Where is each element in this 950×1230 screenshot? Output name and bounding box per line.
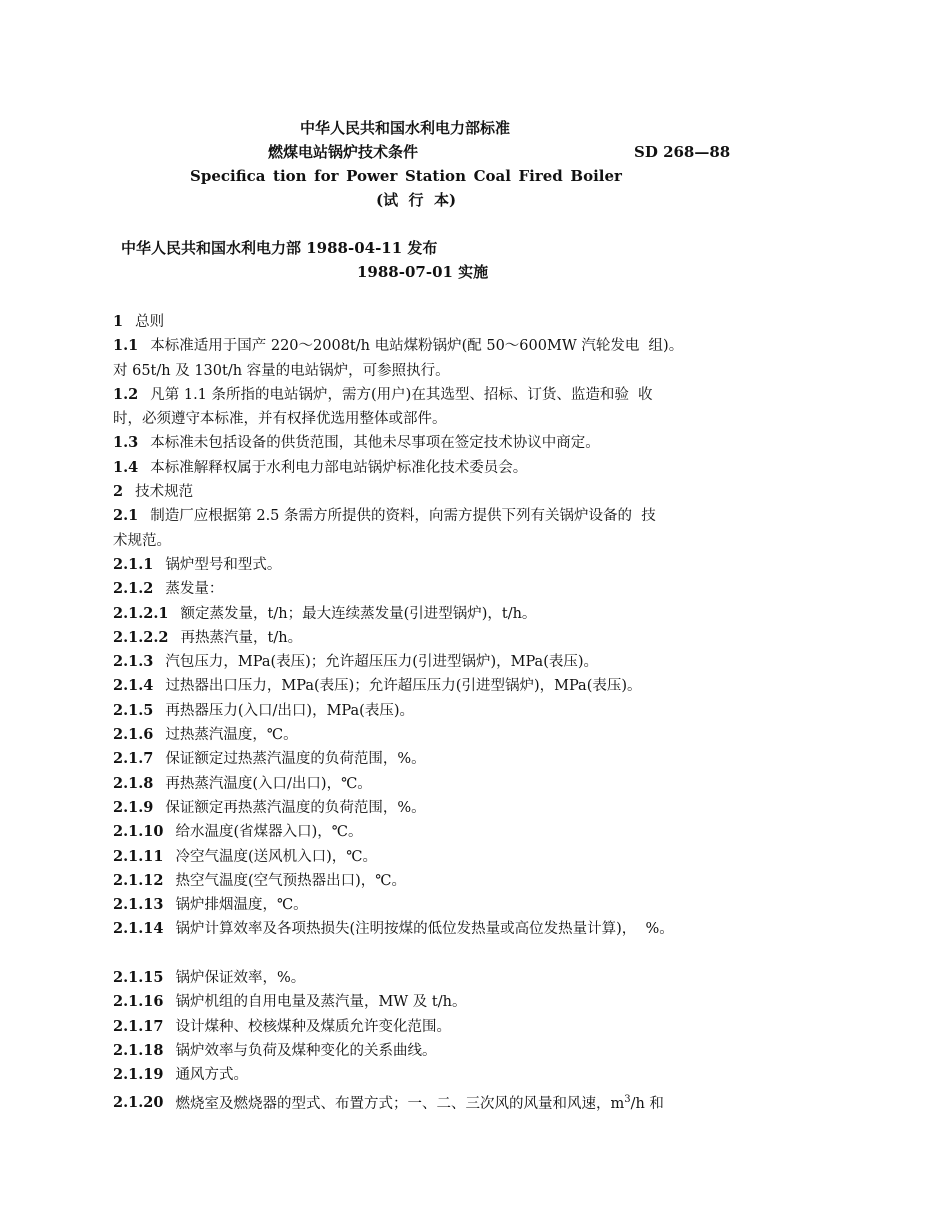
section-line: 2.1.7 保证额定过热蒸汽温度的负荷范围，%。 (113, 750, 426, 768)
section-line: 2.1.4 过热器出口压力，MPa(表压)；允许超压压力(引进型锅炉)，MPa(表压)。 (113, 677, 642, 695)
section-continuation: 对 65t/h 及 130t/h 容量的电站锅炉，可参照执行。 (113, 362, 450, 379)
section-line: 2.1.2.2 再热蒸汽量，t/h。 (113, 628, 303, 646)
section-line: 1.2 凡第 1.1 条所指的电站锅炉，需方(用户)在其选型、招标、订货、监造和验 收 (113, 385, 653, 403)
section-line: 2.1.20 燃烧室及燃烧器的型式、布置方式；一、二、三次风的风量和风速，$m^3/h$ 和 (113, 1093, 664, 1112)
section-continuation: 术规范。 (113, 532, 171, 549)
section-line: 2.1.3 汽包压力，MPa(表压)；允许超压压力(引进型锅炉)，MPa(表压)。 (113, 653, 599, 671)
section-line: 2.1.19 通风方式。 (113, 1066, 248, 1084)
section-line: 2.1.2 蒸发量： (113, 580, 224, 598)
section-line: 2.1.17 设计煤种、校核煤种及煤质允许变化范围。 (113, 1017, 451, 1035)
standard-title: 中华人民共和国水利电力部标准 (300, 119, 511, 137)
section-continuation: 时，必须遵守本标准，并有权择优选用整体或部件。 (113, 411, 447, 428)
issue-statement: 中华人民共和国水利电力部 1988-04-11 发布 (121, 239, 438, 257)
section-line: 2.1.14 锅炉计算效率及各项热损失(注明按煤的低位发热量或高位发热量计算)， %。 (113, 920, 674, 938)
section-line: 2.1.16 锅炉机组的自用电量及蒸汽量，MW 及 t/h。 (113, 993, 467, 1011)
section-line: 2.1.12 热空气温度(空气预热器出口)，℃。 (113, 871, 406, 889)
section-line: 2.1.10 给水温度(省煤器入口)，℃。 (113, 823, 363, 841)
english-title-word: Boiler (570, 167, 622, 185)
section-line: 2.1.13 锅炉排烟温度，℃。 (113, 896, 308, 914)
section-line: 1.4 本标准解释权属于水利电力部电站锅炉标准化技术委员会。 (113, 458, 528, 476)
implementation-date: 1988-07-01 实施 (357, 263, 489, 281)
document-title: 燃煤电站锅炉技术条件 (268, 143, 419, 161)
blank-line (113, 942, 733, 966)
section-line: 2.1.9 保证额定再热蒸汽温度的负荷范围，%。 (113, 798, 426, 816)
section-line: 2.1.2.1 额定蒸发量，t/h；最大连续蒸发量(引进型锅炉)，t/h。 (113, 604, 537, 622)
section-line: 2.1.8 再热蒸汽温度(入口/出口)，℃。 (113, 774, 372, 792)
section-line: 2.1.1 锅炉型号和型式。 (113, 555, 282, 573)
english-title-word: for (314, 167, 339, 185)
english-title (190, 166, 622, 186)
english-title-word: Power (346, 167, 398, 185)
english-title-word: Coal (473, 167, 511, 185)
section-line: 1 总则 (113, 313, 165, 330)
document-body (113, 310, 733, 1112)
section-line: 2.1.6 过热蒸汽温度，℃。 (113, 726, 298, 744)
english-title-word: tion (273, 167, 307, 185)
section-line: 1.3 本标准未包括设备的供货范围，其他未尽事项在签定技术协议中商定。 (113, 434, 600, 452)
trial-edition-label: (试 行 本) (376, 191, 457, 209)
section-line: 1.1 本标准适用于国产 220～2008t/h 电站煤粉锅炉(配 50～600MW 汽轮发电 组)。 (113, 337, 684, 355)
section-line: 2 技术规范 (113, 483, 194, 501)
english-title-word: Specifica (190, 167, 266, 185)
standard-code: SD 268—88 (634, 143, 731, 161)
section-line: 2.1.11 冷空气温度(送风机入口)，℃。 (113, 847, 377, 865)
english-title-word: Station (404, 167, 466, 185)
section-line: 2.1 制造厂应根据第 2.5 条需方所提供的资料，向需方提供下列有关锅炉设备的 技 (113, 507, 656, 525)
section-line: 2.1.5 再热器压力(入口/出口)，MPa(表压)。 (113, 701, 414, 719)
section-line: 2.1.18 锅炉效率与负荷及煤种变化的关系曲线。 (113, 1041, 437, 1059)
english-title-word: Fired (518, 167, 563, 185)
section-line: 2.1.15 锅炉保证效率，%。 (113, 969, 306, 987)
